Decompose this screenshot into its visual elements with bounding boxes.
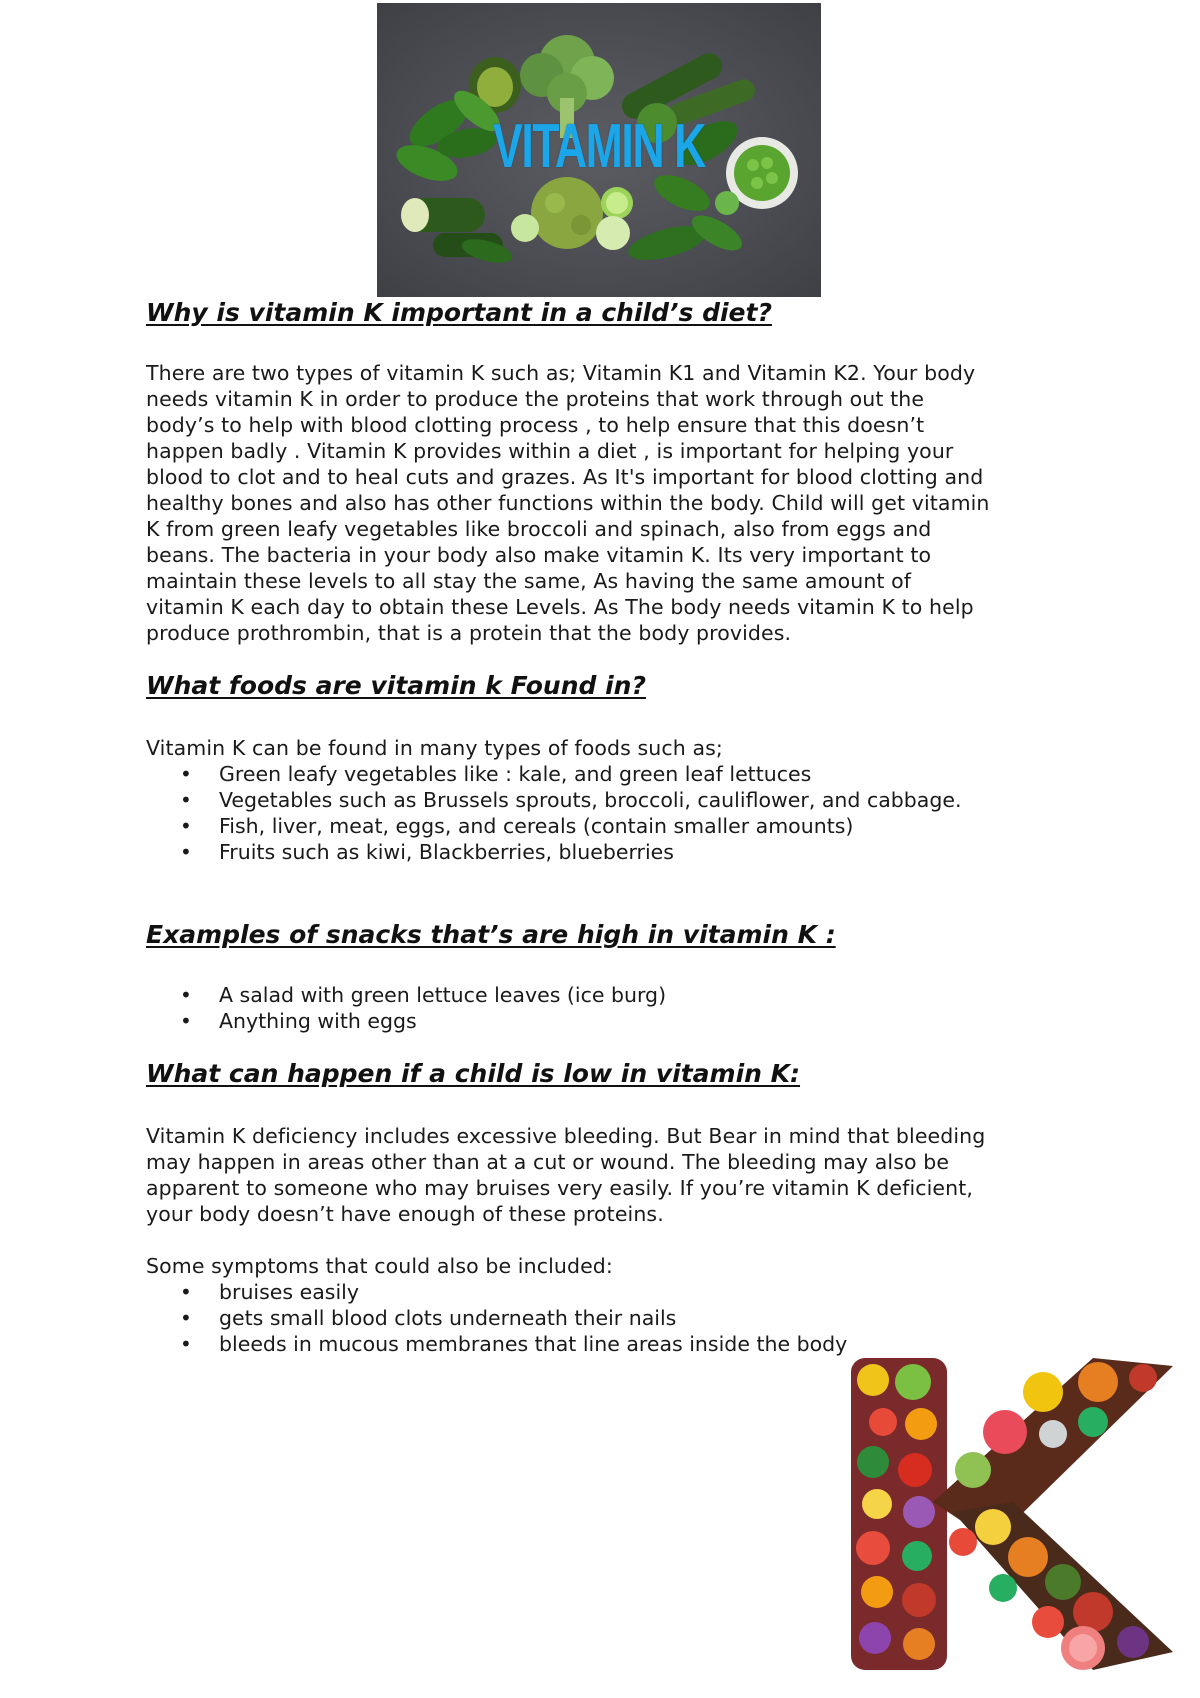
- paragraph-line: maintain these levels to all stay the same, As having the same amount of: [146, 569, 912, 593]
- list-item: • Green leafy vegetables like : kale, and green leaf lettuces: [146, 761, 1066, 787]
- paragraph-line: healthy bones and also has other functions within the body. Child will get vitamin: [146, 491, 990, 515]
- paragraph-line: blood to clot and to heal cuts and grazes. As It's important for blood clotting and: [146, 465, 984, 489]
- paragraph-line: There are two types of vitamin K such as; Vitamin K1 and Vitamin K2. Your body: [146, 361, 976, 385]
- symptoms-intro: Some symptoms that could also be included:: [146, 1254, 613, 1278]
- list-item: • gets small blood clots underneath their nails: [146, 1305, 1066, 1331]
- paragraph-line: happen badly . Vitamin K provides within a diet , is important for helping your: [146, 439, 954, 463]
- paragraph-line: Vitamin K deficiency includes excessive bleeding. But Bear in mind that bleeding: [146, 1124, 986, 1148]
- section-importance: [146, 298, 1066, 327]
- snacks-list: [146, 982, 1066, 1034]
- paragraph-line: beans. The bacteria in your body also make vitamin K. Its very important to: [146, 543, 932, 567]
- paragraph-line: body’s to help with blood clotting process , to help ensure that this doesn’t: [146, 413, 925, 437]
- section-deficiency: [146, 1059, 1066, 1088]
- hero-title: VITAMIN K: [493, 112, 705, 181]
- heading-foods: What foods are vitamin k Found in?: [146, 671, 646, 700]
- deficiency-paragraph: [146, 1123, 1066, 1227]
- section-snacks: [146, 920, 1066, 949]
- paragraph-line: your body doesn’t have enough of these proteins.: [146, 1202, 664, 1226]
- symptoms-block: [146, 1253, 1066, 1357]
- foods-list-block: [146, 735, 1066, 865]
- section-foods: [146, 671, 1066, 700]
- paragraph-line: K from green leafy vegetables like broccoli and spinach, also from eggs and: [146, 517, 932, 541]
- list-item: • bruises easily: [146, 1279, 1066, 1305]
- list-item: • bleeds in mucous membranes that line areas inside the body: [146, 1331, 1066, 1357]
- paragraph-line: needs vitamin K in order to produce the proteins that work through out the: [146, 387, 925, 411]
- foods-intro: Vitamin K can be found in many types of foods such as;: [146, 736, 723, 760]
- heading-importance: Why is vitamin K important in a child’s diet?: [146, 298, 772, 327]
- foods-list: [146, 761, 1066, 865]
- hero-image: [377, 3, 821, 297]
- list-item: • Vegetables such as Brussels sprouts, broccoli, cauliflower, and cabbage.: [146, 787, 1066, 813]
- list-item: • A salad with green lettuce leaves (ice burg): [146, 982, 1066, 1008]
- paragraph-line: produce prothrombin, that is a protein that the body provides.: [146, 621, 792, 645]
- importance-paragraph: [146, 360, 1066, 646]
- heading-snacks: Examples of snacks that’s are high in vitamin K :: [146, 920, 836, 949]
- list-item: • Anything with eggs: [146, 1008, 1066, 1034]
- snacks-list-block: [146, 982, 1066, 1034]
- fruit-letter-k-image: [843, 1352, 1183, 1674]
- heading-deficiency: What can happen if a child is low in vitamin K:: [146, 1059, 801, 1088]
- paragraph-line: apparent to someone who may bruises very easily. If you’re vitamin K deficient,: [146, 1176, 973, 1200]
- list-item: • Fruits such as kiwi, Blackberries, blueberries: [146, 839, 1066, 865]
- list-item: • Fish, liver, meat, eggs, and cereals (contain smaller amounts): [146, 813, 1066, 839]
- symptoms-list: [146, 1279, 1066, 1357]
- paragraph-line: may happen in areas other than at a cut or wound. The bleeding may also be: [146, 1150, 950, 1174]
- paragraph-line: vitamin K each day to obtain these Levels. As The body needs vitamin K to help: [146, 595, 974, 619]
